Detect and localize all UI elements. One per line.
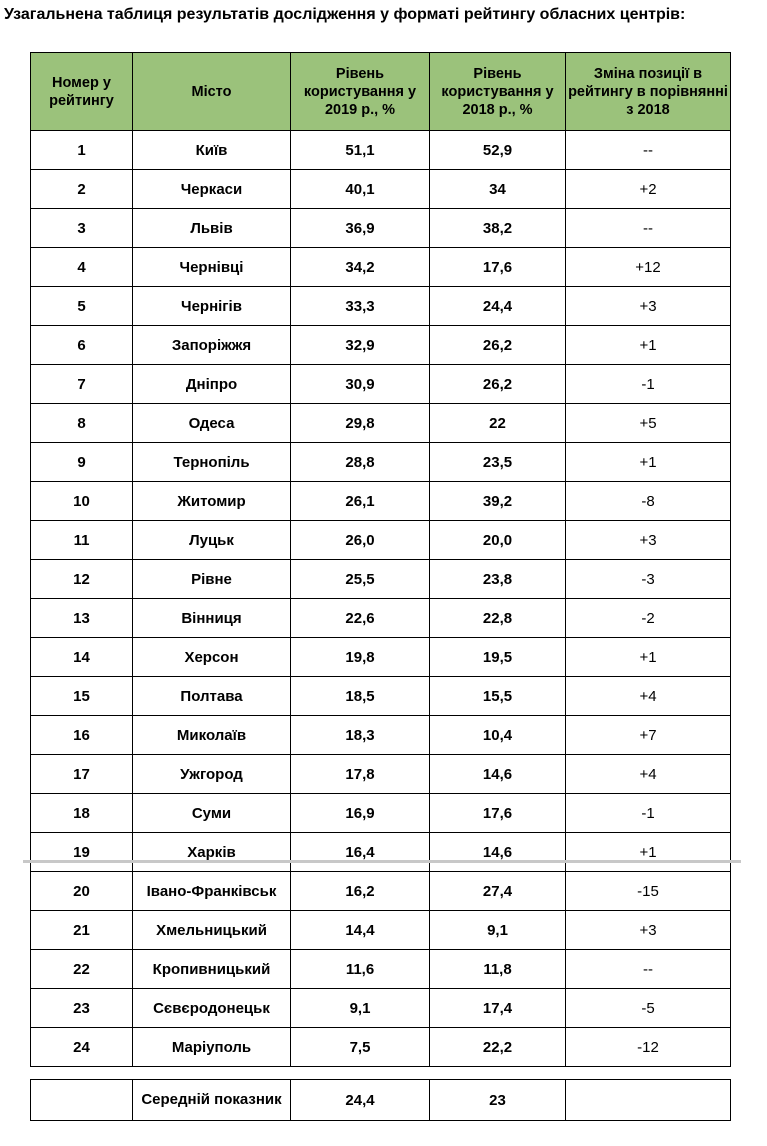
average-table bbox=[30, 1079, 731, 1121]
header-level-2019: Рівень користування у 2019 р., % bbox=[291, 53, 430, 131]
level-2019-cell: 29,8 bbox=[291, 404, 430, 443]
level-2018-cell: 11,8 bbox=[430, 950, 566, 989]
level-2018-cell: 22,8 bbox=[430, 599, 566, 638]
position-change-cell: +3 bbox=[566, 911, 731, 950]
rating-table bbox=[30, 52, 731, 1067]
level-2019-cell: 28,8 bbox=[291, 443, 430, 482]
level-2018-cell: 19,5 bbox=[430, 638, 566, 677]
city-cell: Миколаїв bbox=[133, 716, 291, 755]
position-change-cell: +3 bbox=[566, 521, 731, 560]
level-2019-cell: 7,5 bbox=[291, 1028, 430, 1067]
level-2018-cell: 23,8 bbox=[430, 560, 566, 599]
rank-cell: 12 bbox=[31, 560, 133, 599]
table-row bbox=[31, 716, 731, 755]
city-cell: Хмельницький bbox=[133, 911, 291, 950]
city-cell: Чернівці bbox=[133, 248, 291, 287]
rank-cell: 2 bbox=[31, 170, 133, 209]
city-cell: Ужгород bbox=[133, 755, 291, 794]
position-change-cell: -1 bbox=[566, 365, 731, 404]
level-2018-cell: 17,6 bbox=[430, 248, 566, 287]
rank-cell: 20 bbox=[31, 872, 133, 911]
level-2019-cell: 14,4 bbox=[291, 911, 430, 950]
table-row bbox=[31, 404, 731, 443]
level-2018-cell: 34 bbox=[430, 170, 566, 209]
position-change-cell: +5 bbox=[566, 404, 731, 443]
city-cell: Кропивницький bbox=[133, 950, 291, 989]
table-row bbox=[31, 989, 731, 1028]
level-2019-cell: 32,9 bbox=[291, 326, 430, 365]
table-row bbox=[31, 170, 731, 209]
level-2018-cell: 22 bbox=[430, 404, 566, 443]
rank-cell: 5 bbox=[31, 287, 133, 326]
page-break-divider bbox=[23, 860, 741, 863]
level-2018-cell: 23,5 bbox=[430, 443, 566, 482]
average-change-cell bbox=[566, 1080, 731, 1121]
level-2019-cell: 17,8 bbox=[291, 755, 430, 794]
average-row bbox=[31, 1080, 731, 1121]
rank-cell: 24 bbox=[31, 1028, 133, 1067]
table-row bbox=[31, 794, 731, 833]
rank-cell: 22 bbox=[31, 950, 133, 989]
position-change-cell: +4 bbox=[566, 755, 731, 794]
city-cell: Житомир bbox=[133, 482, 291, 521]
city-cell: Тернопіль bbox=[133, 443, 291, 482]
rank-cell: 10 bbox=[31, 482, 133, 521]
rank-cell: 1 bbox=[31, 131, 133, 170]
level-2019-cell: 11,6 bbox=[291, 950, 430, 989]
position-change-cell: +7 bbox=[566, 716, 731, 755]
rank-cell: 7 bbox=[31, 365, 133, 404]
table-header-row bbox=[31, 53, 731, 131]
level-2019-cell: 16,4 bbox=[291, 833, 430, 872]
table-row bbox=[31, 287, 731, 326]
city-cell: Харків bbox=[133, 833, 291, 872]
rank-cell: 19 bbox=[31, 833, 133, 872]
level-2018-cell: 24,4 bbox=[430, 287, 566, 326]
position-change-cell: -5 bbox=[566, 989, 731, 1028]
level-2019-cell: 18,3 bbox=[291, 716, 430, 755]
city-cell: Запоріжжя bbox=[133, 326, 291, 365]
position-change-cell: +12 bbox=[566, 248, 731, 287]
city-cell: Херсон bbox=[133, 638, 291, 677]
rank-cell: 8 bbox=[31, 404, 133, 443]
rank-cell: 16 bbox=[31, 716, 133, 755]
table-row bbox=[31, 560, 731, 599]
header-rank: Номер у рейтингу bbox=[31, 53, 133, 131]
level-2018-cell: 14,6 bbox=[430, 833, 566, 872]
position-change-cell: -3 bbox=[566, 560, 731, 599]
table-row bbox=[31, 677, 731, 716]
table-row bbox=[31, 833, 731, 872]
level-2019-cell: 9,1 bbox=[291, 989, 430, 1028]
position-change-cell: +1 bbox=[566, 326, 731, 365]
level-2018-cell: 20,0 bbox=[430, 521, 566, 560]
position-change-cell: +1 bbox=[566, 443, 731, 482]
page-title: Узагальнена таблиця результатів дослідження у форматі рейтингу обласних центрів: bbox=[4, 6, 686, 23]
position-change-cell: -1 bbox=[566, 794, 731, 833]
level-2019-cell: 22,6 bbox=[291, 599, 430, 638]
city-cell: Рівне bbox=[133, 560, 291, 599]
level-2018-cell: 9,1 bbox=[430, 911, 566, 950]
position-change-cell: -12 bbox=[566, 1028, 731, 1067]
city-cell: Черкаси bbox=[133, 170, 291, 209]
position-change-cell: -- bbox=[566, 131, 731, 170]
level-2018-cell: 52,9 bbox=[430, 131, 566, 170]
table-row bbox=[31, 482, 731, 521]
table-row bbox=[31, 911, 731, 950]
level-2018-cell: 22,2 bbox=[430, 1028, 566, 1067]
position-change-cell: -2 bbox=[566, 599, 731, 638]
rank-cell: 6 bbox=[31, 326, 133, 365]
city-cell: Сєвєродонецьк bbox=[133, 989, 291, 1028]
level-2019-cell: 16,9 bbox=[291, 794, 430, 833]
table-row bbox=[31, 365, 731, 404]
table-row bbox=[31, 638, 731, 677]
position-change-cell: -- bbox=[566, 950, 731, 989]
table-row bbox=[31, 1028, 731, 1067]
level-2018-cell: 26,2 bbox=[430, 365, 566, 404]
rank-cell: 14 bbox=[31, 638, 133, 677]
position-change-cell: +1 bbox=[566, 833, 731, 872]
table-row bbox=[31, 599, 731, 638]
city-cell: Чернігів bbox=[133, 287, 291, 326]
level-2018-cell: 38,2 bbox=[430, 209, 566, 248]
rank-cell: 13 bbox=[31, 599, 133, 638]
level-2019-cell: 34,2 bbox=[291, 248, 430, 287]
level-2019-cell: 26,0 bbox=[291, 521, 430, 560]
rank-cell: 17 bbox=[31, 755, 133, 794]
rank-cell: 4 bbox=[31, 248, 133, 287]
header-position-change: Зміна позиції в рейтингу в порівнянні з 2018 bbox=[566, 53, 731, 131]
position-change-cell: +2 bbox=[566, 170, 731, 209]
level-2019-cell: 33,3 bbox=[291, 287, 430, 326]
position-change-cell: -- bbox=[566, 209, 731, 248]
table-row bbox=[31, 209, 731, 248]
position-change-cell: +1 bbox=[566, 638, 731, 677]
header-level-2018: Рівень користування у 2018 р., % bbox=[430, 53, 566, 131]
position-change-cell: +4 bbox=[566, 677, 731, 716]
position-change-cell: -15 bbox=[566, 872, 731, 911]
level-2019-cell: 26,1 bbox=[291, 482, 430, 521]
city-cell: Вінниця bbox=[133, 599, 291, 638]
level-2019-cell: 36,9 bbox=[291, 209, 430, 248]
average-2019: 24,4 bbox=[291, 1080, 430, 1121]
level-2019-cell: 25,5 bbox=[291, 560, 430, 599]
table-row bbox=[31, 755, 731, 794]
table-row bbox=[31, 872, 731, 911]
table-row bbox=[31, 131, 731, 170]
table-row bbox=[31, 443, 731, 482]
average-empty-cell bbox=[31, 1080, 133, 1121]
city-cell: Івано-Франківськ bbox=[133, 872, 291, 911]
level-2019-cell: 30,9 bbox=[291, 365, 430, 404]
level-2019-cell: 16,2 bbox=[291, 872, 430, 911]
position-change-cell: +3 bbox=[566, 287, 731, 326]
city-cell: Полтава bbox=[133, 677, 291, 716]
level-2019-cell: 40,1 bbox=[291, 170, 430, 209]
level-2018-cell: 17,4 bbox=[430, 989, 566, 1028]
city-cell: Одеса bbox=[133, 404, 291, 443]
table-row bbox=[31, 248, 731, 287]
rank-cell: 11 bbox=[31, 521, 133, 560]
rank-cell: 18 bbox=[31, 794, 133, 833]
level-2019-cell: 19,8 bbox=[291, 638, 430, 677]
header-city: Місто bbox=[133, 53, 291, 131]
level-2018-cell: 26,2 bbox=[430, 326, 566, 365]
level-2018-cell: 27,4 bbox=[430, 872, 566, 911]
average-label: Середній показник bbox=[133, 1080, 291, 1121]
rank-cell: 21 bbox=[31, 911, 133, 950]
city-cell: Київ bbox=[133, 131, 291, 170]
rank-cell: 15 bbox=[31, 677, 133, 716]
level-2018-cell: 15,5 bbox=[430, 677, 566, 716]
level-2019-cell: 18,5 bbox=[291, 677, 430, 716]
position-change-cell: -8 bbox=[566, 482, 731, 521]
table-row bbox=[31, 521, 731, 560]
level-2018-cell: 17,6 bbox=[430, 794, 566, 833]
rank-cell: 23 bbox=[31, 989, 133, 1028]
city-cell: Маріуполь bbox=[133, 1028, 291, 1067]
rank-cell: 9 bbox=[31, 443, 133, 482]
average-2018: 23 bbox=[430, 1080, 566, 1121]
city-cell: Дніпро bbox=[133, 365, 291, 404]
city-cell: Суми bbox=[133, 794, 291, 833]
level-2018-cell: 39,2 bbox=[430, 482, 566, 521]
city-cell: Луцьк bbox=[133, 521, 291, 560]
city-cell: Львів bbox=[133, 209, 291, 248]
table-row bbox=[31, 950, 731, 989]
level-2018-cell: 14,6 bbox=[430, 755, 566, 794]
table-row bbox=[31, 326, 731, 365]
level-2019-cell: 51,1 bbox=[291, 131, 430, 170]
level-2018-cell: 10,4 bbox=[430, 716, 566, 755]
rank-cell: 3 bbox=[31, 209, 133, 248]
